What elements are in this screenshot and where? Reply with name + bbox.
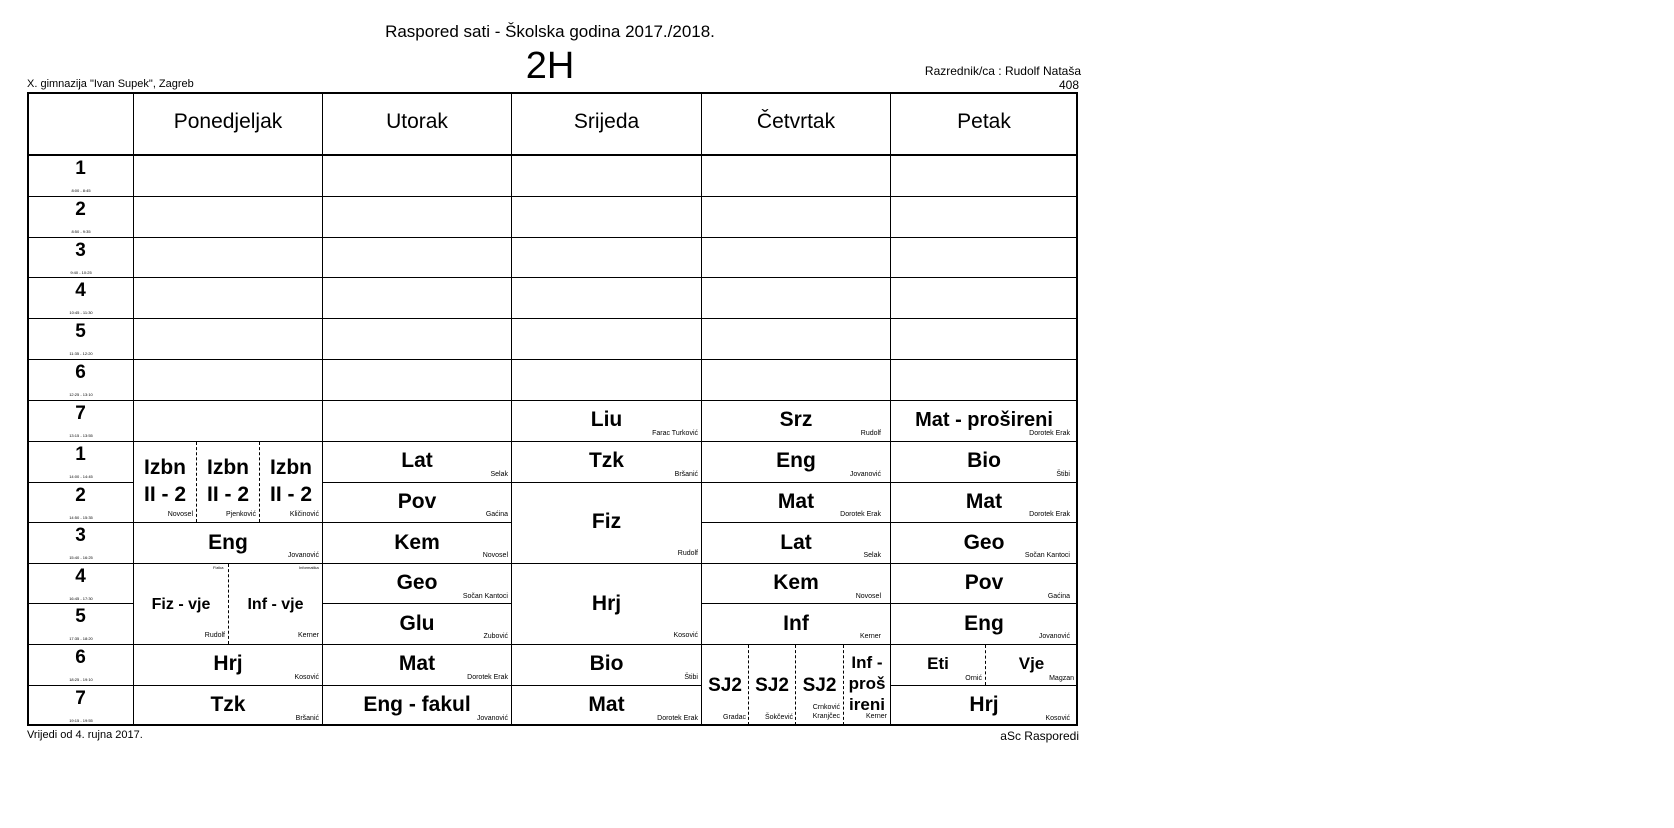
lesson-teacher: Kličinović	[289, 511, 319, 518]
lesson-teacher: Novosel	[855, 593, 881, 600]
grid-line	[28, 359, 133, 360]
lesson-subject: Bio	[589, 652, 624, 675]
grid-line	[322, 685, 511, 686]
lesson-subject: proš	[848, 674, 886, 693]
lesson-subject: Kem	[773, 571, 819, 594]
grid-line	[701, 603, 890, 604]
day-header-tue: Utorak	[386, 110, 448, 133]
grid-line	[511, 482, 701, 483]
lesson-teacher: Jovanović	[476, 715, 508, 722]
lesson-teacher: Novosel	[482, 552, 508, 559]
period-number: 6	[75, 362, 86, 383]
grid-line	[701, 482, 890, 483]
grid-line	[196, 442, 197, 522]
grid-line	[133, 93, 134, 725]
lesson-subject: Srz	[779, 408, 813, 431]
page-title: Raspored sati - Školska godina 2017./2018.	[385, 22, 715, 41]
lesson-subject: Mat	[588, 693, 625, 716]
period-number: 4	[75, 566, 86, 587]
lesson-subject: Kem	[394, 531, 440, 554]
lesson-teacher: Dorotek Erak	[1029, 511, 1070, 518]
grid-line	[890, 522, 1077, 523]
lesson-teacher: Kerner	[865, 713, 887, 720]
lesson-teacher: Jovanović	[849, 471, 881, 478]
valid-from: Vrijedi od 4. rujna 2017.	[27, 729, 143, 741]
period-time: 12:25 - 13:10	[69, 392, 93, 397]
lesson-subject: SJ2	[755, 675, 789, 696]
lesson-teacher: Novosel	[167, 511, 193, 518]
lesson-subject: ireni	[849, 695, 885, 714]
period-time: 17:35 - 18:20	[69, 636, 93, 641]
period-number: 2	[75, 199, 86, 220]
grid-line	[133, 318, 1077, 319]
lesson-teacher: Dorotek Erak	[657, 715, 698, 722]
class-teacher: Razrednik/ca : Rudolf Nataša	[924, 64, 1081, 78]
grid-line	[28, 685, 133, 686]
lesson-teacher: Dorotek Erak	[840, 511, 881, 518]
grid-line	[28, 644, 133, 645]
lesson-teacher: Šokčević	[764, 714, 793, 721]
lesson-teacher: Dorotek Erak	[1029, 430, 1070, 437]
lesson-subject: Bio	[967, 449, 1001, 472]
lesson-teacher: Bršanić	[674, 471, 698, 478]
period-number: 7	[75, 688, 86, 709]
lesson-teacher: Jovanović	[1038, 633, 1070, 640]
lesson-subject: Izbn	[270, 456, 312, 479]
lesson-subject: Pov	[397, 490, 437, 513]
period-number: 2	[75, 485, 86, 506]
grid-line	[133, 277, 1077, 278]
grid-line	[133, 522, 322, 523]
class-name: 2H	[525, 45, 575, 87]
grid-line	[322, 563, 511, 564]
lesson-subject: Lat	[401, 449, 433, 472]
lesson-teacher: Kosović	[673, 632, 698, 639]
lesson-subject: Geo	[963, 531, 1005, 554]
grid-line	[133, 237, 1077, 238]
day-header-wed: Srijeda	[573, 110, 640, 133]
lesson-subject: SJ2	[802, 675, 837, 696]
lesson-subject: Izbn	[207, 456, 249, 479]
lesson-teacher: Kerner	[297, 632, 319, 639]
grid-line	[890, 563, 1077, 564]
grid-line	[890, 685, 1077, 686]
period-time: 15:40 - 16:25	[69, 555, 93, 560]
lesson-teacher: Bršanić	[295, 715, 319, 722]
lesson-subject: Mat	[965, 490, 1003, 513]
lesson-subject: Lat	[780, 531, 812, 554]
lesson-subject: II - 2	[269, 483, 312, 506]
grid-line	[133, 685, 322, 686]
lesson-subject: Eng	[208, 531, 248, 554]
period-time: 14:00 - 14:45	[69, 474, 93, 479]
grid-line	[28, 603, 133, 604]
lesson-teacher: Kosović	[1045, 715, 1070, 722]
lesson-teacher: Rudolf	[204, 632, 225, 639]
grid-line	[511, 563, 701, 564]
lesson-teacher: Gradac	[723, 714, 746, 721]
period-number: 3	[75, 240, 86, 261]
period-number: 7	[75, 403, 86, 424]
lesson-subject: Inf -	[851, 653, 883, 672]
grid-line	[890, 482, 1077, 483]
grid-line	[322, 482, 511, 483]
period-number: 1	[75, 158, 86, 179]
period-number: 5	[75, 606, 86, 627]
period-time: 18:25 - 19:10	[69, 677, 93, 682]
day-header-fri: Petak	[957, 110, 1011, 133]
lesson-subject: II - 2	[206, 483, 249, 506]
grid-line	[133, 359, 1077, 360]
lesson-teacher: Selak	[490, 471, 508, 478]
grid-line	[259, 442, 260, 522]
lesson-teacher: Kerner	[859, 633, 881, 640]
lesson-subject: Pov	[964, 571, 1004, 594]
lesson-teacher: Farac Turković	[652, 430, 698, 437]
grid-line	[28, 318, 133, 319]
lesson-teacher: Rudolf	[677, 550, 698, 557]
period-time: 8:50 - 9:35	[71, 229, 91, 234]
period-time: 11:35 - 12:20	[69, 351, 93, 356]
lesson-subject: Fiz - vje	[151, 596, 211, 613]
grid-line	[701, 522, 890, 523]
period-number: 5	[75, 321, 86, 342]
grid-line	[322, 644, 511, 645]
lesson-subject: Mat	[398, 652, 436, 675]
grid-line	[28, 400, 133, 401]
grid-line	[511, 685, 701, 686]
lesson-teacher: Štibi	[684, 674, 698, 681]
grid-line	[28, 441, 133, 442]
lesson-subject: Tzk	[210, 693, 246, 716]
lesson-subject: Vje	[1018, 654, 1045, 673]
period-time: 13:15 - 13:55	[69, 433, 93, 438]
period-time: 8:00 - 8:45	[71, 188, 91, 193]
lesson-teacher: Gaćina	[485, 511, 508, 518]
grid-line	[28, 237, 133, 238]
lesson-subject: Hrj	[969, 693, 999, 716]
period-number: 1	[75, 444, 86, 465]
lesson-teacher: Kosović	[294, 674, 319, 681]
lesson-teacher: Selak	[863, 552, 881, 559]
grid-line	[890, 644, 1077, 645]
period-time: 16:45 - 17:30	[69, 596, 93, 601]
lesson-teacher: Štibi	[1056, 471, 1070, 478]
grid-line	[133, 441, 1077, 442]
grid-line	[322, 603, 511, 604]
lesson-subject: Inf - vje	[247, 596, 304, 613]
lesson-subject: II - 2	[143, 483, 186, 506]
period-number: 6	[75, 647, 86, 668]
lesson-subject: Mat - prošireni	[915, 409, 1053, 431]
lesson-teacher: Magzan	[1049, 675, 1074, 682]
grid-line	[28, 196, 133, 197]
grid-line	[133, 644, 322, 645]
lesson-subject: Izbn	[144, 456, 186, 479]
lesson-subject: Tzk	[588, 449, 624, 472]
lesson-subject: Eng	[776, 449, 816, 472]
lesson-teacher: Sočan Kantoci	[462, 593, 508, 600]
lesson-subject: Fiz	[591, 510, 622, 533]
grid-line	[701, 563, 890, 564]
grid-line	[133, 400, 1077, 401]
lesson-subject: Eti	[927, 654, 949, 673]
day-header-thu: Četvrtak	[756, 110, 836, 133]
lesson-teacher: Rudolf	[860, 430, 881, 437]
lesson-teacher: Kranjčec	[812, 713, 840, 720]
lesson-group: Informatika	[299, 565, 319, 570]
lesson-group: Fizika	[213, 565, 224, 570]
period-number: 3	[75, 525, 86, 546]
lesson-teacher: Dorotek Erak	[467, 674, 508, 681]
lesson-subject: Inf	[783, 612, 809, 635]
lesson-subject: SJ2	[708, 675, 742, 696]
lesson-teacher: Pjenković	[226, 511, 256, 518]
software-name: aSc Rasporedi	[1000, 729, 1079, 743]
grid-line	[28, 277, 133, 278]
lesson-subject: Eng	[964, 612, 1004, 635]
lesson-subject: Eng - fakul	[363, 693, 471, 716]
room-number: 408	[1058, 78, 1079, 92]
lesson-subject: Geo	[396, 571, 438, 594]
period-time: 9:40 - 10:25	[70, 270, 92, 275]
lesson-subject: Liu	[590, 408, 623, 431]
lesson-teacher: Ornić	[965, 675, 982, 682]
lesson-subject: Mat	[777, 490, 815, 513]
period-time: 10:45 - 11:30	[69, 310, 93, 315]
lesson-subject: Hrj	[213, 652, 243, 675]
grid-line	[28, 522, 133, 523]
grid-line	[28, 563, 133, 564]
period-number: 4	[75, 280, 86, 301]
lesson-subject: Glu	[399, 612, 435, 635]
grid-line	[511, 644, 701, 645]
lesson-teacher: Zubović	[483, 633, 508, 640]
day-header-mon: Ponedjeljak	[173, 110, 283, 133]
lesson-teacher: Jovanović	[287, 552, 319, 559]
grid-line	[28, 482, 133, 483]
school-name: X. gimnazija "Ivan Supek", Zagreb	[27, 78, 194, 90]
grid-line	[322, 522, 511, 523]
grid-line	[133, 196, 1077, 197]
lesson-subject: Hrj	[591, 592, 622, 615]
grid-line	[28, 154, 1077, 156]
period-time: 14:50 - 15:35	[69, 515, 93, 520]
period-time: 19:15 - 19:55	[69, 718, 93, 723]
lesson-teacher: Sočan Kantoci	[1024, 552, 1070, 559]
grid-line	[890, 603, 1077, 604]
lesson-teacher: Crnković	[812, 704, 840, 711]
lesson-teacher: Gaćina	[1047, 593, 1070, 600]
